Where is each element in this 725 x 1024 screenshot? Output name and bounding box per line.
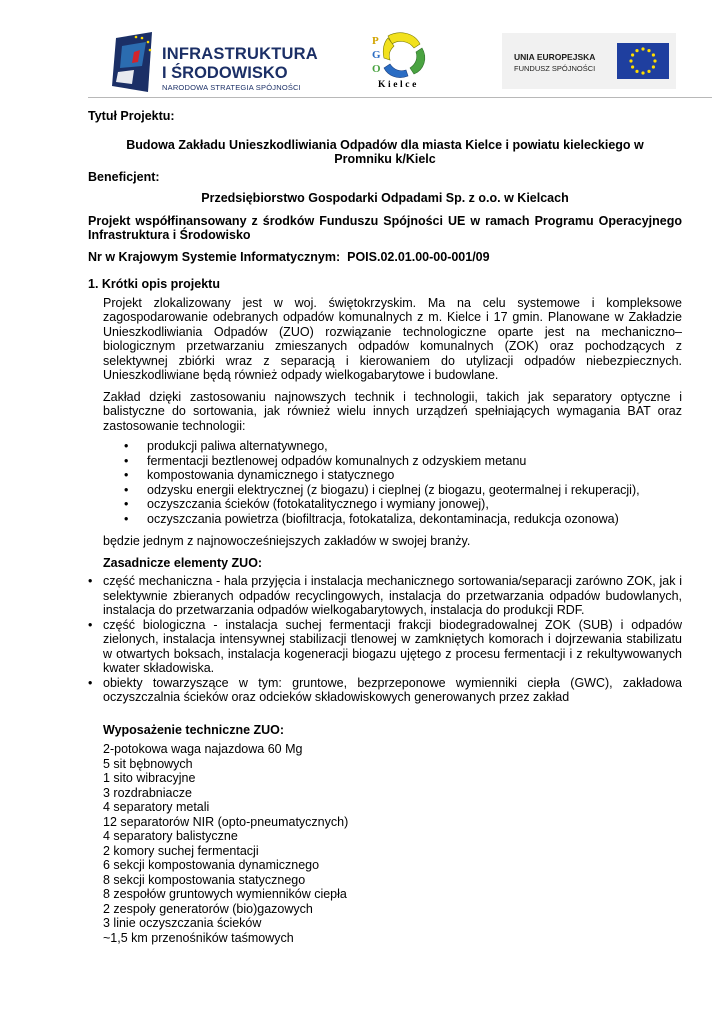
list-item: 6 sekcji kompostowania dynamicznego — [103, 858, 320, 872]
logo-is-line1: INFRASTRUKTURA — [162, 45, 318, 63]
nss-emblem-icon — [112, 32, 158, 92]
pgo-letter-o: O — [372, 63, 381, 75]
ksi-number — [88, 250, 682, 265]
elements-list — [88, 574, 682, 705]
list-item: • fermentacji beztlenowej odpadów komunalnych z odzyskiem metanu — [147, 454, 682, 469]
list-item: 3 rozdrabniacze — [103, 785, 192, 800]
cofinance-statement: Projekt współfinansowany z środków Funduszu Spójności UE w ramach Programu Operacyjnego Infrastruktura i Środowisko — [88, 213, 682, 242]
list-item: 8 sekcji kompostowania statycznego — [103, 872, 306, 887]
beneficiary-label: Beneficjent: — [88, 169, 160, 184]
list-item: ~1,5 km przenośników taśmowych — [103, 930, 294, 945]
paragraph-conclusion: będzie jednym z najnowocześniejszych zakładów w swojej branży. — [103, 534, 471, 548]
pgo-letter-p: P — [372, 35, 379, 47]
technology-list — [88, 439, 682, 526]
beneficiary-name: Przedsiębiorstwo Gospodarki Odpadami Sp. z o.o. w Kielcach — [201, 191, 569, 205]
pgo-city: Kielce — [378, 80, 419, 90]
list-item: 2 zespoły generatorów (bio)gazowych — [103, 901, 313, 916]
pgo-letter-g: G — [372, 49, 381, 61]
title-label: Tytuł Projektu: — [88, 109, 175, 123]
eu-flag-icon — [617, 43, 669, 79]
list-item: 5 sit bębnowych — [103, 756, 193, 771]
ksi-number-value: POIS.02.01.00-00-001/09 — [347, 249, 490, 264]
list-item: 8 zespołów gruntowych wymienników ciepła — [103, 887, 347, 901]
page-header — [0, 0, 725, 100]
logo-ue-line1: UNIA EUROPEJSKA — [514, 52, 596, 62]
list-item: 4 separatory metali — [103, 800, 210, 814]
list-item: • część biologiczna - instalacja suchej fermentacji frakcji biodegradowalnej ZOK (SUB) i odpadów zielonych, instalacja intensywnej stabilizacji tlenowej w zamkniętych komorach i dojrzewania stabilizatu w otwartych boksach, instalacja kogeneracji biogazu ujętego z procesu fermentacji i z rekultywowanych kwater składowiska. — [103, 618, 682, 676]
pgo-kielce-logo — [358, 28, 438, 92]
list-item: 2-potokowa waga najazdowa 60 Mg — [103, 742, 303, 756]
unia-europejska-logo — [502, 33, 676, 89]
list-item: • odzysku energii elektrycznej (z biogazu) i cieplnej (z biogazu, geotermalnej i rekuperacji), — [147, 483, 682, 498]
logo-is-line2: I ŚRODOWISKO — [162, 64, 288, 82]
list-item: 4 separatory balistyczne — [103, 829, 238, 843]
list-item: 3 linie oczyszczania ścieków — [103, 916, 262, 930]
list-item: • oczyszczania ścieków (fotokatalitycznego i wymiany jonowej), — [147, 497, 682, 512]
paragraph-description: Projekt zlokalizowany jest w woj. świętokrzyskim. Ma na celu systemowe i kompleksowe zagospodarowanie odebranych odpadów komunalnych z m. Kielce i 17 gmin. Planowane w Zakładzie Unieszkodliwiania Odpadów (ZUO) rozwiązanie technologiczne oparte jest na mechaniczno–biologicznym przetwarzaniu zmieszanych odpadów komunalnych (ZOK) oraz pochodzących z selektywnej zbiórki wraz z separacją i kierowaniem do utylizacji odpadów niebezpiecznych. Unieszkodliwiane będą również odpady wielkogabarytowe i budowlane. — [103, 295, 682, 382]
logo-ue-line2: FUNDUSZ SPÓJNOŚCI — [514, 64, 596, 73]
equipment-list — [88, 742, 682, 945]
list-item: • część mechaniczna - hala przyjęcia i instalacja mechanicznego sortowania/separacji zarówno ZOK, jak i selektywnie zbieranych odpadów recyclingowych, instalacja do przetwarzania odpadów budowlanych, instalacja do przetwarzania odpadów wielkogabarytowych, instalacja do produkcji RDF. — [103, 574, 682, 618]
paragraph-technologies: Zakład dzięki zastosowaniu najnowszych technik i technologii, takich jak separatory optyczne i balistyczne do sortowania, jak również wielu innych urządzeń spełniających wymagania BAT oraz zastosowanie technologii: — [103, 389, 682, 433]
list-item: • kompostowania dynamicznego i statycznego — [147, 468, 682, 483]
list-item: • obiekty towarzyszące w tym: gruntowe, bezprzeponowe wymienniki ciepła (GWC), zakładowa oczyszczalnia ścieków oraz odcieków składowiskowych generowanych przez zakład — [103, 676, 682, 705]
equipment-heading: Wyposażenie techniczne ZUO: — [103, 722, 285, 737]
list-item: 1 sito wibracyjne — [103, 771, 196, 785]
list-item: 2 komory suchej fermentacji — [103, 843, 259, 858]
section-heading: 1. Krótki opis projektu — [88, 277, 220, 291]
logo-is-line3: NARODOWA STRATEGIA SPÓJNOŚCI — [162, 83, 301, 92]
elements-heading: Zasadnicze elementy ZUO: — [103, 555, 263, 570]
document-body — [88, 109, 682, 945]
project-title: Budowa Zakładu Unieszkodliwiania Odpadów dla miasta Kielce i powiatu kieleckiego w Promniku k/Kielc — [126, 137, 644, 166]
header-divider — [88, 97, 712, 98]
list-item: 12 separatorów NIR (opto-pneumatycznych) — [103, 814, 349, 829]
list-item: • oczyszczania powietrza (biofiltracja, fotokataliza, dekontaminacja, redukcja ozonowa) — [147, 512, 682, 527]
ksi-number-label: Nr w Krajowym Systemie Informatycznym: — [88, 249, 341, 264]
list-item: • produkcji paliwa alternatywnego, — [147, 439, 682, 454]
infrastruktura-srodowisko-logo — [112, 30, 318, 96]
